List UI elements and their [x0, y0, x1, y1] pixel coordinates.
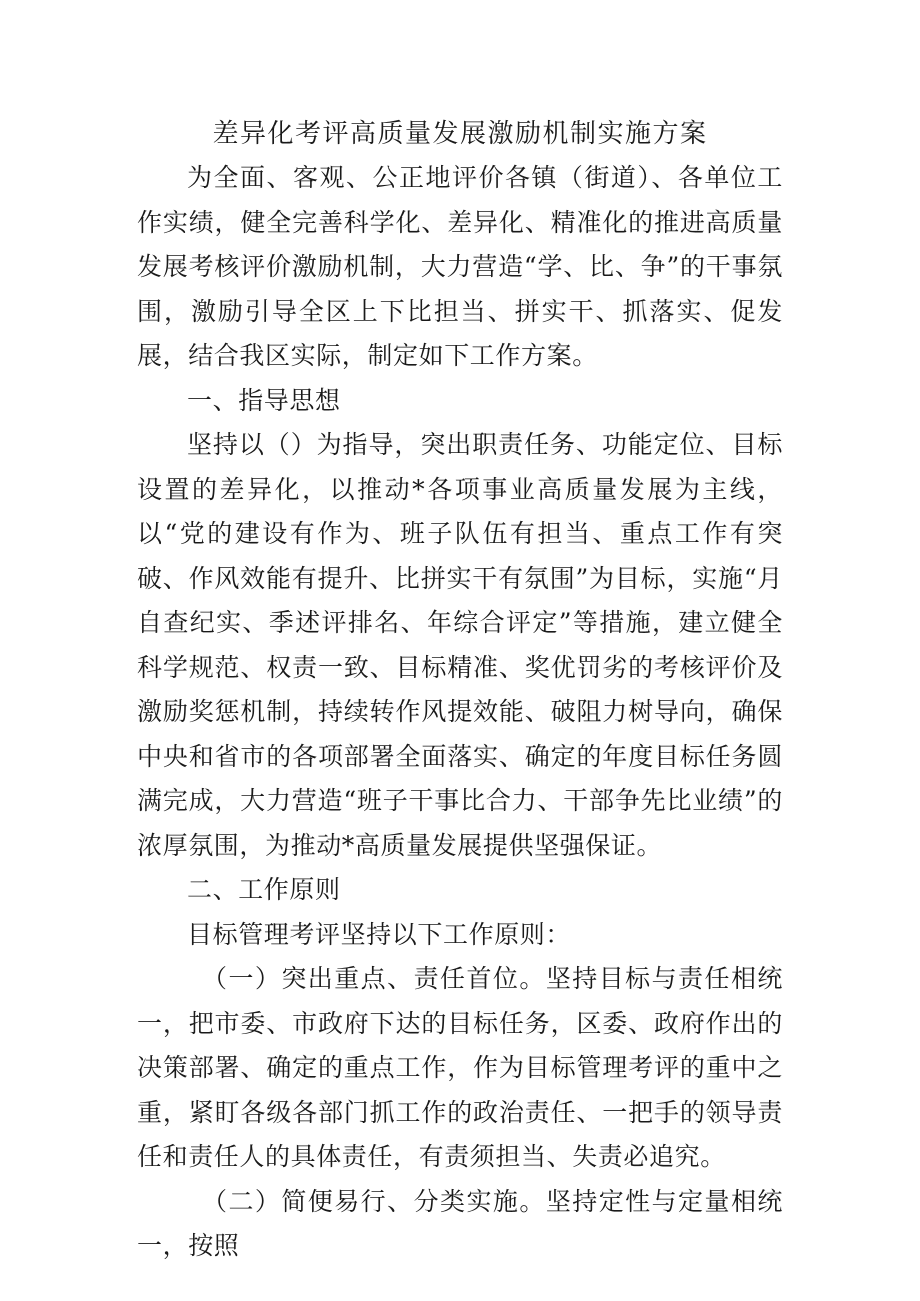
guiding-ideology-paragraph: 坚持以（）为指导，突出职责任务、功能定位、目标设置的差异化，以推动*各项事业高质量发展为主线，以“党的建设有作为、班子队伍有担当、重点工作有突破、作风效能有提升、比拼实干有氛围”为目标，实施“月自查纪实、季述评排名、年综合评定”等措施，建立健全科学规范、权责一致、目标精准、奖优罚劣的考核评价及激励奖惩机制，持续转作风提效能、破阻力树导向，确保中央和省市的各项部署全面落实、确定的年度目标任务圆满完成，大力营造“班子干事比合力、干部争先比业绩”的浓厚氛围，为推动*高质量发展提供坚强保证。 — [137, 430, 783, 860]
principle-paragraph-1: （一）突出重点、责任首位。坚持目标与责任相统一，把市委、市政府下达的目标任务，区委、政府作出的决策部署、确定的重点工作，作为目标管理考评的重中之重，紧盯各级各部门抓工作的政治责任、一把手的领导责任和责任人的具体责任，有责须担当、失责必追究。 — [137, 964, 783, 1171]
principle-paragraph-2: （二）简便易行、分类实施。坚持定性与定量相统一，按照 — [137, 1186, 783, 1260]
work-principles-intro: 目标管理考评坚持以下工作原则： — [187, 919, 572, 949]
section-heading-guiding-ideology: 一、指导思想 — [187, 385, 341, 415]
document-body — [137, 156, 783, 1269]
intro-paragraph: 为全面、客观、公正地评价各镇（街道）、各单位工作实绩，健全完善科学化、差异化、精准化的推进高质量发展考核评价激励机制，大力营造“学、比、争”的干事氛围，激励引导全区上下比担当、拼实干、抓落实、促发展，结合我区实际，制定如下工作方案。 — [137, 163, 783, 370]
section-heading-work-principles: 二、工作原则 — [187, 875, 341, 904]
document-title: 差异化考评高质量发展激励机制实施方案 — [212, 119, 708, 149]
